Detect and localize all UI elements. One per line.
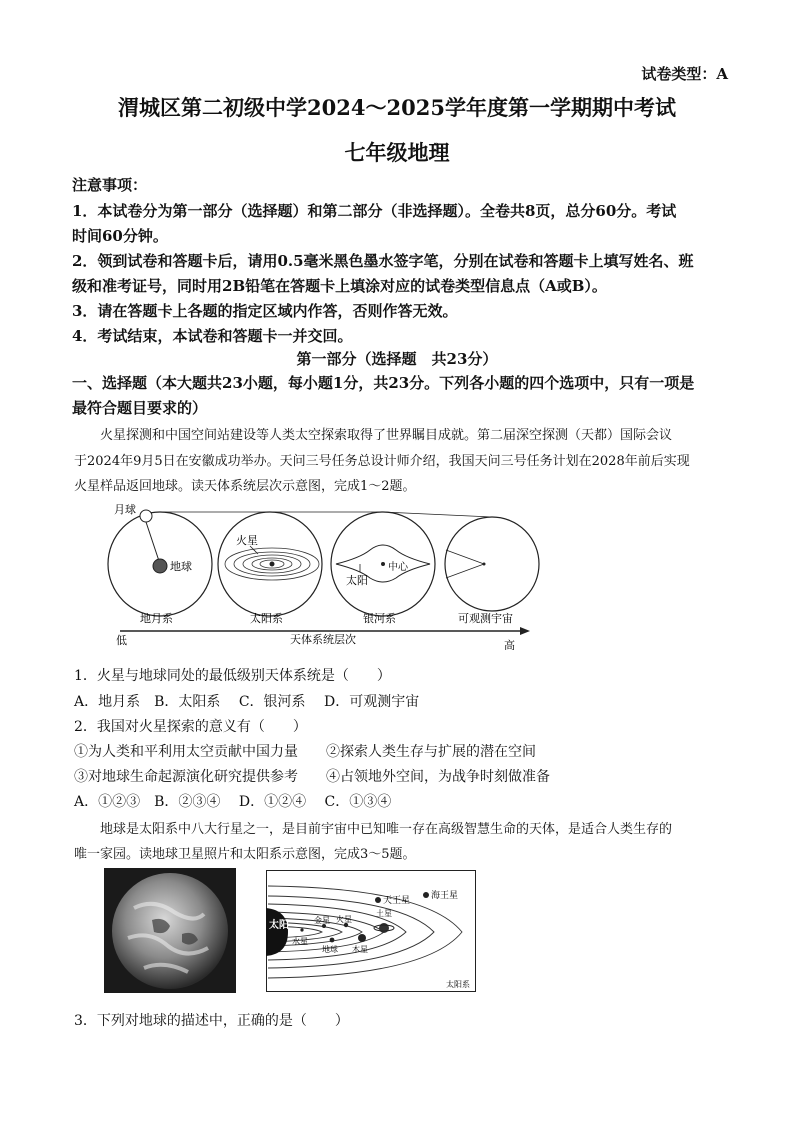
- planet-label-saturn: 土星: [376, 909, 392, 918]
- planet-label-jupiter: 木星: [352, 945, 368, 954]
- passage-line: 地球是太阳系中八大行星之一，是目前宇宙中已知唯一存在高级智慧生命的天体，是适合人类生存的: [100, 822, 673, 837]
- sun-label: 太阳: [269, 920, 289, 931]
- passage-line: 于2024年9月5日在安徽成功举办。天问三号任务总设计师介绍，我国天问三号任务计划在2028年前后实现: [74, 454, 690, 469]
- part1-heading: 第一部分（选择题 共23分）: [296, 350, 498, 368]
- observable-universe-circle: [445, 517, 539, 611]
- planet-label-earth: 地球: [322, 945, 338, 954]
- axis-title: 天体系统层次: [290, 633, 356, 646]
- mercury-icon: [300, 928, 303, 931]
- earth-label: 地球: [170, 560, 192, 573]
- question-line: A．地月系 B．太阳系 C．银河系 D．可观测宇宙: [74, 694, 420, 710]
- jupiter-icon: [358, 934, 366, 942]
- system-label-earth-moon: 地月系: [140, 612, 173, 625]
- celestial-system-diagram: [100, 500, 540, 650]
- moon-icon: [140, 510, 152, 522]
- page-title: 渭城区第二初级中学2024～2025学年度第一学期期中考试: [118, 95, 676, 120]
- system-label-galaxy: 银河系: [363, 612, 396, 625]
- zoom-lines: [446, 550, 484, 578]
- question-line: ①为人类和平利用太空贡献中国力量 ②探索人类生存与扩展的潜在空间: [74, 744, 536, 760]
- planet-label-mars: 火星: [336, 915, 352, 924]
- earth-icon: [153, 559, 167, 573]
- notice-heading: 注意事项：: [72, 176, 148, 194]
- axis-low-label: 低: [116, 634, 127, 647]
- sun-icon: [270, 562, 275, 567]
- system-label-universe: 可观测宇宙: [458, 612, 513, 625]
- question-line: A．①②③ B．②③④ D．①②④ C．①③④: [74, 794, 392, 810]
- notice-line: 1．本试卷分为第一部分（选择题）和第二部分（非选择题）。全卷共8页，总分60分。考试: [72, 202, 677, 220]
- passage-line: 唯一家园。读地球卫星照片和太阳系示意图，完成3～5题。: [74, 847, 416, 862]
- planet-label-venus: 金星: [314, 916, 330, 925]
- earth-globe-icon: [112, 873, 228, 989]
- axis-arrow-icon: [520, 627, 530, 635]
- notice-line: 级和准考证号，同时用2B铅笔在答题卡上填涂对应的试卷类型信息点（A或B）。: [72, 277, 607, 295]
- moon-label: 月球: [114, 503, 136, 516]
- notice-line: 时间60分钟。: [72, 227, 168, 245]
- paper-type-label: 试卷类型：A: [641, 65, 728, 83]
- planet-label-neptune: 海王星: [431, 891, 459, 901]
- uranus-icon: [375, 897, 381, 903]
- galaxy-dot: [483, 563, 486, 566]
- moon-link: [146, 522, 160, 564]
- earth-satellite-photo: [104, 868, 236, 993]
- solar-system-diagram: [266, 870, 476, 992]
- diagram-caption: 太阳系: [446, 980, 470, 989]
- axis-high-label: 高: [504, 639, 515, 650]
- system-label-solar: 太阳系: [250, 612, 283, 625]
- section-heading-line: 一、选择题（本大题共23小题，每小题1分，共23分。下列各小题的四个选项中，只有一项是: [72, 374, 695, 392]
- planet-label-uranus: 天王星: [383, 896, 411, 906]
- page-subtitle: 七年级地理: [344, 140, 450, 165]
- notice-line: 2．领到试卷和答题卡后，请用0.5毫米黑色墨水签字笔，分别在试卷和答题卡上填写姓名、班: [72, 252, 694, 270]
- neptune-icon: [423, 892, 429, 898]
- planet-label-mercury: 水星: [292, 937, 308, 946]
- passage-line: 火星探测和中国空间站建设等人类太空探索取得了世界瞩目成就。第二届深空探测（天都）国际会议: [100, 428, 673, 443]
- mars-label: 火星: [236, 534, 258, 547]
- question-line: 2．我国对火星探索的意义有（ ）: [74, 719, 307, 735]
- galactic-center-label: 中心: [388, 562, 408, 573]
- section-heading-line: 最符合题目要求的）: [72, 399, 208, 417]
- sun-label: 太阳: [346, 574, 368, 587]
- question-line: ③对地球生命起源演化研究提供参考 ④占领地外空间，为战争时刻做准备: [74, 769, 550, 785]
- question-line: 3．下列对地球的描述中，正确的是（ ）: [74, 1013, 349, 1029]
- earth-icon: [330, 938, 335, 943]
- galactic-center-dot: [381, 562, 385, 566]
- notice-line: 4．考试结束，本试卷和答题卡一并交回。: [72, 327, 353, 345]
- question-line: 1．火星与地球同处的最低级别天体系统是（ ）: [74, 668, 391, 684]
- notice-line: 3．请在答题卡上各题的指定区域内作答，否则作答无效。: [72, 302, 458, 320]
- passage-line: 火星样品返回地球。读天体系统层次示意图，完成1～2题。: [74, 479, 416, 494]
